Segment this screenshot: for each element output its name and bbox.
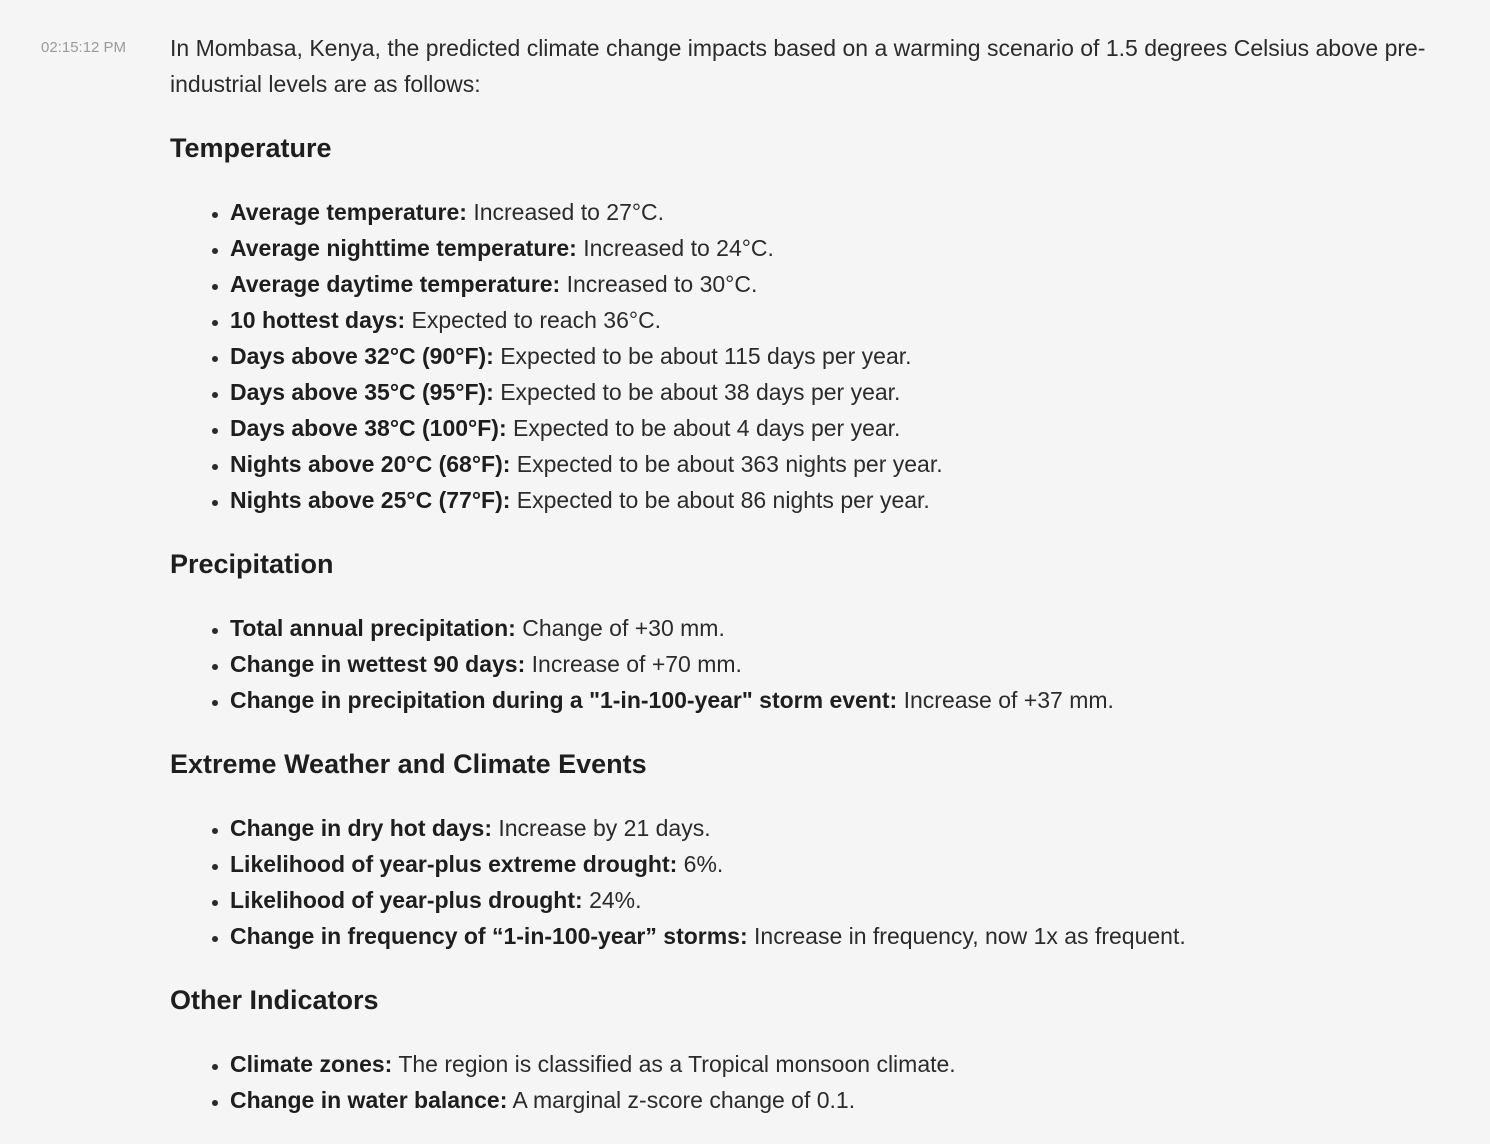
item-value: Expected to be about 363 nights per year. [516,451,943,477]
item-value: Increase in frequency, now 1x as frequent. [754,923,1186,949]
list-item [230,882,1430,918]
item-value: Expected to be about 38 days per year. [500,379,901,405]
message-timestamp: 02:15:12 PM [41,39,127,56]
temperature-list [170,194,1430,518]
list-item [230,482,1430,518]
item-label: Days above 35°C (95°F): [230,379,494,405]
item-value: Increase by 21 days. [498,815,711,841]
item-label: Likelihood of year-plus extreme drought: [230,851,678,877]
item-label: Total annual precipitation: [230,615,516,641]
item-value: Increased to 24°C. [583,235,774,261]
list-item [230,194,1430,230]
list-item [230,230,1430,266]
item-label: Likelihood of year-plus drought: [230,887,583,913]
item-value: Expected to be about 4 days per year. [513,415,901,441]
item-value: Increased to 30°C. [566,271,758,297]
list-item [230,302,1430,338]
list-item [230,682,1430,718]
item-value: Increased to 27°C. [473,199,665,225]
list-item [230,266,1430,302]
item-value: Expected to be about 115 days per year. [500,343,912,369]
item-label: Average temperature: [230,199,467,225]
item-label: Average nighttime temperature: [230,235,577,261]
list-item [230,374,1430,410]
list-item [230,1082,1430,1118]
item-label: Nights above 25°C (77°F): [230,487,511,513]
list-item [230,646,1430,682]
section-heading-extreme-weather: Extreme Weather and Climate Events [170,749,647,779]
item-value: The region is classified as a Tropical monsoon climate. [398,1051,956,1077]
message-intro: In Mombasa, Kenya, the predicted climate change impacts based on a warming scenario of 1.5 degrees Celsius above pre-industrial levels are as follows: [170,35,1426,97]
item-value: Increase of +37 mm. [903,687,1114,713]
item-label: Days above 32°C (90°F): [230,343,494,369]
message-content [170,30,1430,1118]
item-label: Average daytime temperature: [230,271,561,297]
precipitation-list [170,610,1430,718]
section-heading-other-indicators: Other Indicators [170,985,379,1015]
section-heading-temperature: Temperature [170,133,332,163]
list-item [230,410,1430,446]
item-value: Expected to be about 86 nights per year. [516,487,930,513]
item-label: Climate zones: [230,1051,393,1077]
section-heading-precipitation: Precipitation [170,549,334,579]
item-label: Change in wettest 90 days: [230,651,526,677]
item-value: Increase of +70 mm. [531,651,742,677]
item-label: Change in dry hot days: [230,815,492,841]
item-label: Change in precipitation during a "1-in-100-year" storm event: [230,687,898,713]
list-item [230,446,1430,482]
item-value: Change of +30 mm. [522,615,725,641]
item-value: A marginal z-score change of 0.1. [512,1087,856,1113]
extreme-weather-list [170,810,1430,954]
item-value: 6%. [683,851,724,877]
item-label: Days above 38°C (100°F): [230,415,507,441]
item-value: 24%. [589,887,642,913]
list-item [230,338,1430,374]
list-item [230,1046,1430,1082]
list-item [230,810,1430,846]
list-item [230,846,1430,882]
other-indicators-list [170,1046,1430,1118]
item-label: 10 hottest days: [230,307,406,333]
item-label: Change in water balance: [230,1087,508,1113]
item-label: Nights above 20°C (68°F): [230,451,511,477]
list-item [230,918,1430,954]
item-label: Change in frequency of “1-in-100-year” storms: [230,923,748,949]
item-value: Expected to reach 36°C. [411,307,662,333]
list-item [230,610,1430,646]
